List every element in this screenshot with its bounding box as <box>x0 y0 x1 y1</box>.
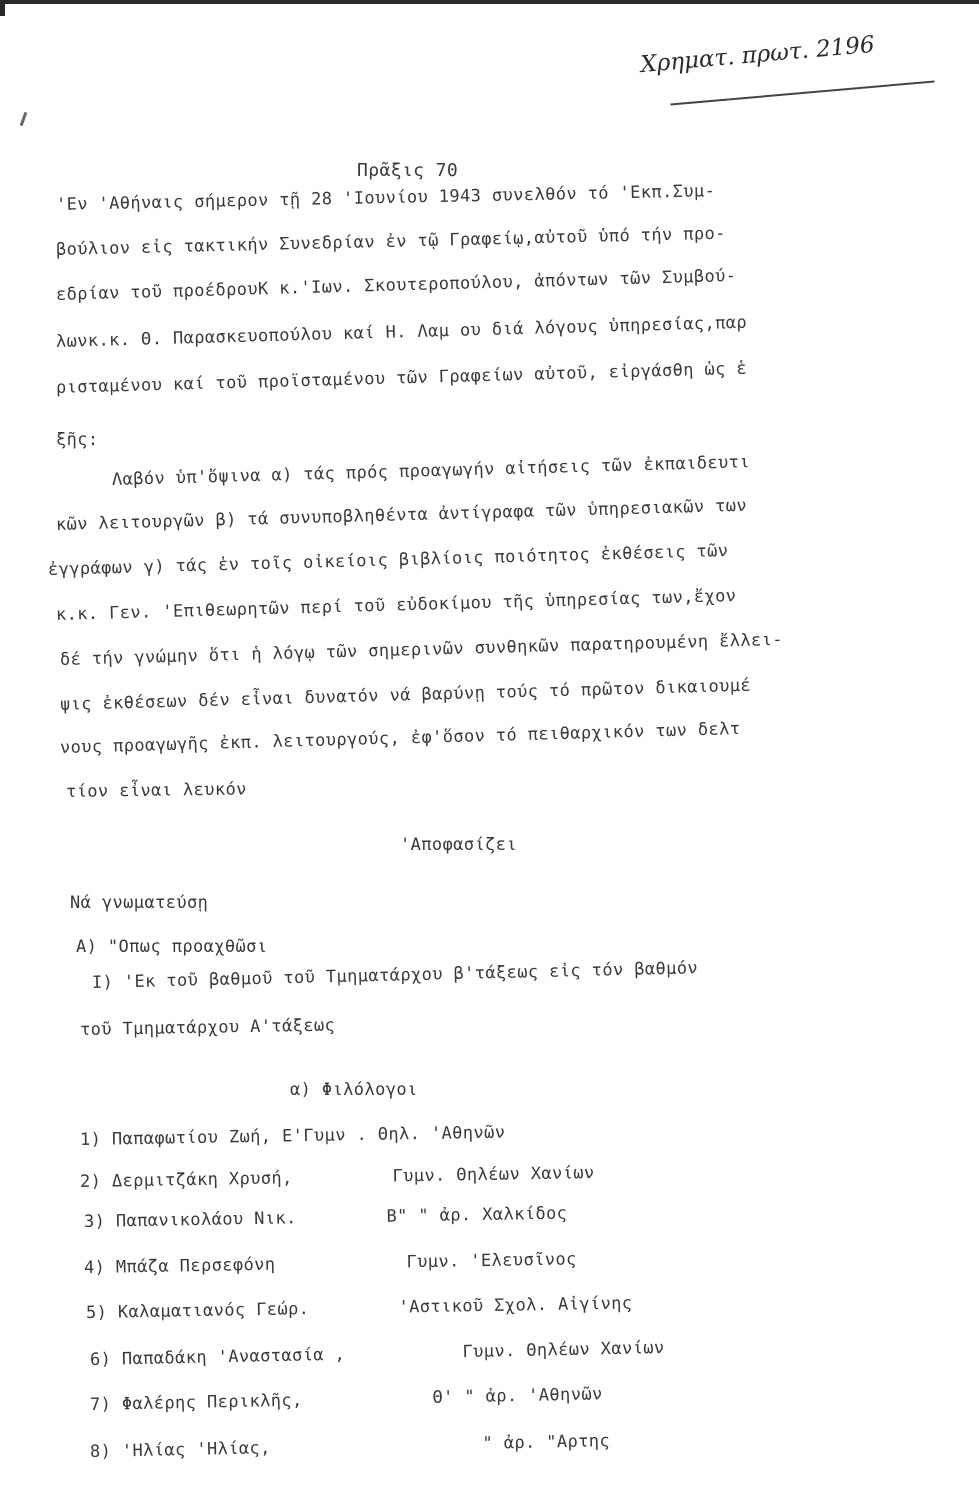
entry-row <box>84 1204 568 1232</box>
entry-number: 1) <box>79 1129 102 1150</box>
entry-row <box>90 1431 610 1462</box>
entry-name: 'Ηλίας 'Ηλίας, <box>121 1438 271 1462</box>
entry-number: 5) <box>85 1302 108 1323</box>
decision-line: Α) "Οπως προαχθῶσι <box>76 937 268 957</box>
entry-school: " ἀρ. "Αρτης <box>482 1431 611 1454</box>
body-line: κ.κ. Γεν. 'Επιθεωρητῶν περί τοῦ εὐδοκίμου τῆς ὑπηρεσίας των,ἔχον <box>55 585 737 625</box>
handwritten-underline <box>670 80 934 105</box>
entry-name: Παπανικολάου Νικ. <box>115 1208 297 1232</box>
body-line: ρισταμένου καί τοῦ προϊσταμένου τῶν Γραφείων αὐτοῦ, εἰργάσθη ὡς ἑ <box>55 358 748 398</box>
entry-row <box>80 1163 595 1192</box>
section-heading: α) Φιλόλογοι <box>290 1080 418 1100</box>
entry-row <box>90 1338 665 1370</box>
body-line: ξῆς: <box>56 430 99 450</box>
pen-mark <box>20 112 28 126</box>
entry-name: Δερμιτζάκη Χρυσή, <box>111 1168 293 1192</box>
entry-number: 7) <box>89 1394 112 1415</box>
entry-number: 2) <box>79 1171 102 1192</box>
entry-number: 4) <box>83 1257 106 1278</box>
decision-line: Νά γνωματεύσῃ <box>70 893 209 913</box>
entry-number: 3) <box>83 1211 106 1232</box>
body-line: νους προαγωγῆς ἐκπ. λειτουργούς, ἐφ'ὅσον τό πειθαρχικόν των δελτ <box>59 718 741 758</box>
entry-school: 'Αστικοῦ Σχολ. Αἰγίνης <box>398 1293 633 1318</box>
entry-school: Β" " ἀρ. Χαλκίδος <box>386 1203 568 1227</box>
entry-name: Παπαφωτίου Ζωή, <box>111 1126 272 1150</box>
entry-school: Γυμν. Θηλέων Χανίων <box>392 1163 595 1187</box>
entry-school: Ε'Γυμν . Θηλ. 'Αθηνῶν <box>281 1122 506 1147</box>
scan-edge <box>0 0 979 4</box>
entry-row <box>84 1249 577 1278</box>
entry-school: Θ' " ἀρ. 'Αθηνῶν <box>432 1384 603 1408</box>
entry-name: Καλαματιανός Γεώρ. <box>117 1299 310 1323</box>
decision-line: Ι) 'Εκ τοῦ βαθμοῦ τοῦ Τμηματάρχου β'τάξεως εἰς τόν βαθμόν <box>91 958 699 993</box>
body-line: δέ τήν γνώμην ὅτι ἡ λόγῳ τῶν σημερινῶν συνθηκῶν παρατηρουμένη ἔλλει- <box>59 629 784 670</box>
document-title: Πρᾶξις 70 <box>357 160 459 181</box>
entry-number: 8) <box>89 1441 112 1462</box>
body-line: ἐγγράφων γ) τάς ἐν τοῖς οἰκείοις βιβλίοις ποιότητος ἐκθέσεις τῶν <box>47 540 729 580</box>
entry-school: Γυμν. 'Ελευσῖνος <box>406 1249 577 1273</box>
entry-row <box>86 1293 633 1323</box>
entry-name: Φαλέρης Περικλῆς, <box>121 1390 303 1415</box>
entry-row <box>80 1123 506 1150</box>
entry-number: 6) <box>89 1349 112 1370</box>
body-line: εδρίαν τοῦ προέδρουΚ κ.'Ιων. Σκουτεροπούλου, ἀπόντων τῶν Συμβού- <box>55 265 737 305</box>
body-line: τίον εἶναι λευκόν <box>65 779 247 802</box>
entry-name: Μπάζα Περσεφόνη <box>115 1254 276 1278</box>
scan-edge-corner <box>0 0 5 16</box>
entry-school: Γυμν. Θηλέων Χανίων <box>462 1337 665 1363</box>
decision-heading: 'Αποφασίζει <box>400 835 517 855</box>
body-line: ψις ἐκθέσεων δέν εἶναι δυνατόν νά βαρύνῃ τούς τό πρῶτον δικαιουμέ <box>59 675 752 715</box>
entry-row <box>90 1384 603 1415</box>
body-line: βούλιον εἰς τακτικήν Συνεδρίαν ἐν τῷ Γραφείῳ,αὐτοῦ ὑπό τήν προ- <box>55 223 727 260</box>
body-line: Λαβόν ὑπ'ὄψινα α) τάς πρός προαγωγήν αἰτήσεις τῶν ἐκπαιδευτι <box>111 452 751 490</box>
body-line: κῶν λειτουργῶν β) τά συνυποβληθέντα ἀντίγραφα τῶν ὑπηρεσιακῶν των <box>55 495 748 535</box>
entry-name: Παπαδάκη 'Αναστασία , <box>121 1344 346 1370</box>
handwritten-annotation: Χρηματ. πρωτ. 2196 <box>639 31 876 79</box>
body-line: 'Εν 'Αθήναις σήμερον τῇ 28 'Ιουνίου 1943 συνελθόν τό 'Εκπ.Συμ- <box>55 181 716 215</box>
decision-line: τοῦ Τμηματάρχου Α'τάξεως <box>79 1015 336 1040</box>
body-line: λωνκ.κ. Θ. Παρασκευοπούλου καί Η. Λαμ ου διά λόγους ὑπηρεσίας,παρ <box>55 312 748 352</box>
